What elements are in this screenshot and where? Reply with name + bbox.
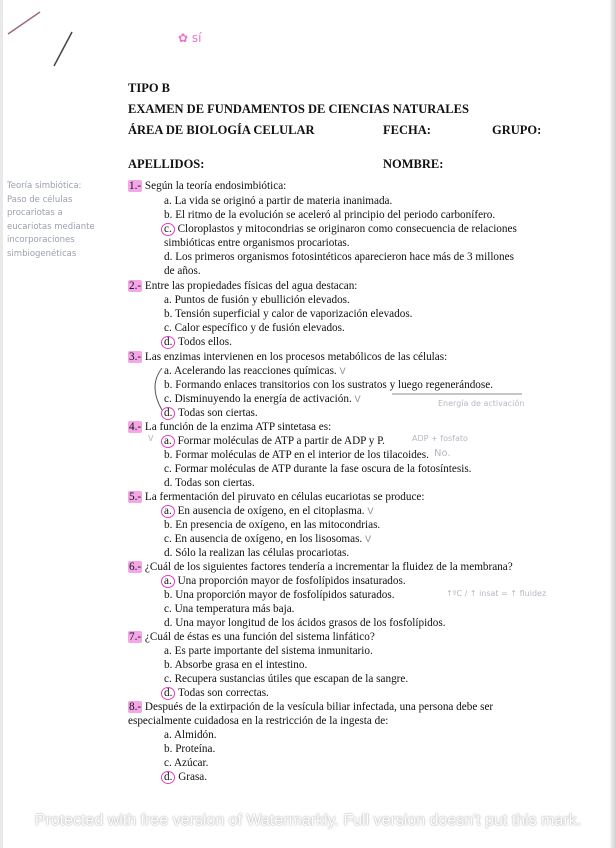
q2-option-d[interactable]: d. Todos ellos. [164,335,232,349]
question-number: 6.- [129,561,142,573]
apellidos-label: APELLIDOS: [128,157,205,171]
q2-option-b[interactable]: b. Tensión superficial y calor de vaporización elevados. [164,308,413,320]
q2-option-c[interactable]: c. Calor específico y de fusión elevados. [164,322,345,334]
q8-option-d[interactable]: d. Grasa. [164,770,207,784]
q4-option-a[interactable]: a. Formar moléculas de ATP a partir de ADP y P. [164,434,385,448]
question-2 [128,279,357,293]
q8-option-b[interactable]: b. Proteína. [164,743,216,755]
q4-pencil-note: ADP + fosfato [412,434,468,443]
q6-option-c[interactable]: c. Una temperatura más baja. [164,603,295,615]
pencil-marks [0,0,90,80]
q1-option-d[interactable]: d. Los primeros organismos fotosintéticos aparecieron hace más de 3 millones [164,251,514,263]
check-mark: V [365,535,372,545]
q8-option-c[interactable]: c. Azúcar. [164,757,209,769]
q1-option-c[interactable]: c. Cloroplastos y mitocondrias se originaron como consecuencia de relaciones [164,222,517,236]
watermark: Protected with free version of Watermarkly. Full version doesn't put this mark. [34,812,582,829]
q3-option-a[interactable]: a. Acelerando las reacciones químicas. V [164,365,346,377]
check-mark: V [354,395,361,405]
selected-answer-mark: a. [161,435,175,448]
selected-answer-mark: a. [161,575,175,588]
paper-edge-right [610,0,616,848]
q7-option-c[interactable]: c. Recupera sustancias útiles que escapan de la sangre. [164,673,409,685]
question-number: 3.- [129,351,142,363]
q5-option-a[interactable]: a. En ausencia de oxígeno, en el citoplasma. V [164,504,374,519]
q1-option-c-cont: simbióticas entre organismos procariotas. [164,237,350,249]
question-text: ¿Cuál de los siguientes factores tendería a incrementar la fluidez de la membrana? [144,561,513,573]
question-7 [128,630,375,644]
q3-option-b[interactable]: b. Formando enlaces transitorios con los sustratos y luego regenerándose. [164,379,494,391]
question-1 [128,179,286,193]
q7-option-a[interactable]: a. Es parte importante del sistema inmunitario. [164,645,373,657]
q5-option-b[interactable]: b. En presencia de oxígeno, en las mitocondrias. [164,519,381,531]
selected-answer-mark: d. [161,407,175,420]
q7-option-b[interactable]: b. Absorbe grasa en el intestino. [164,659,308,671]
selected-answer-mark: d. [161,771,175,784]
q1-option-d-cont: de años. [164,265,201,277]
q8-option-a[interactable]: a. Almidón. [164,729,217,741]
question-number: 8.- [129,701,142,713]
q6-option-b[interactable]: b. Una proporción mayor de fosfolípidos saturados. [164,589,395,601]
grupo-label: GRUPO: [492,123,542,137]
question-text: Después de la extirpación de la vesícula biliar infectada, una persona debe ser [144,701,494,713]
question-4 [128,420,331,434]
q6-option-d[interactable]: d. Una mayor longitud de los ácidos grasos de los fosfolípidos. [164,617,446,629]
bracket-mark [146,366,166,412]
question-text: Las enzimas intervienen en los procesos metabólicos de las células: [144,351,448,363]
q3-option-d[interactable]: d. Todas son ciertas. [164,406,258,420]
question-8-cont: especialmente cuidadosa en la restricción de la ingesta de: [128,715,389,727]
question-text: Según la teoría endosimbiótica: [144,180,287,192]
q4-option-c[interactable]: c. Formar moléculas de ATP durante la fase oscura de la fotosíntesis. [164,463,472,475]
question-text: La función de la enzima ATP sintetasa es: [144,421,332,433]
q2-option-a[interactable]: a. Puntos de fusión y ebullición elevados. [164,294,350,306]
q4-option-b[interactable]: b. Formar moléculas de ATP en el interior de los tilacoides. [164,449,429,461]
fecha-label: FECHA: [383,123,431,137]
question-number: 5.- [129,491,142,503]
question-8 [128,700,493,714]
question-number: 2.- [129,280,142,292]
q3-option-c[interactable]: c. Disminuyendo la energía de activación. V [164,393,361,405]
question-text: ¿Cuál de éstas es una función del sistema linfático? [144,631,375,643]
paper-edge-left [0,0,3,848]
question-6 [128,560,513,574]
question-number: 4.- [129,421,142,433]
nombre-label: NOMBRE: [383,157,444,171]
exam-area: ÁREA DE BIOLOGÍA CELULAR [128,123,315,137]
flower-icon: ✿ [178,31,189,45]
q3-pencil-note: Energía de activación [438,399,525,408]
check-mark: V [148,434,154,443]
question-text: Entre las propiedades físicas del agua destacan: [144,280,358,292]
q1-option-a[interactable]: a. La vida se originó a partir de materia inanimada. [164,195,393,207]
q6-pencil-note: ↑ºC / ↑ insat = ↑ fluidez [446,589,547,598]
selected-answer-mark: d. [161,687,175,700]
pink-annotation-top: ✿ sí [178,31,202,45]
q4-option-d[interactable]: d. Todas son ciertas. [164,477,255,489]
q5-option-d[interactable]: d. Sólo la realizan las células procariotas. [164,547,350,559]
check-mark: V [367,507,374,517]
selected-answer-mark: a. [161,505,175,518]
check-mark: V [339,367,346,377]
question-5 [128,490,424,504]
selected-answer-mark: d. [161,336,175,349]
q4-no-note: No. [434,448,451,459]
q5-option-c[interactable]: c. En ausencia de oxígeno, en los lisosomas. V [164,533,372,545]
q6-option-a[interactable]: a. Una proporción mayor de fosfolípidos insaturados. [164,574,406,588]
margin-note: Teoría simbiótica: Paso de células procariotas a eucariotas mediante incorporaciones simbiogenéticas [7,181,95,259]
question-3 [128,350,447,364]
selected-answer-mark: c. [161,223,175,236]
exam-type: TIPO B [128,81,171,95]
question-text: La fermentación del piruvato en células eucariotas se produce: [144,491,425,503]
question-number: 7.- [129,631,142,643]
question-number: 1.- [129,180,142,192]
exam-title: EXAMEN DE FUNDAMENTOS DE CIENCIAS NATURALES [128,102,469,116]
q1-option-b[interactable]: b. El ritmo de la evolución se aceleró al principio del periodo carbonífero. [164,209,496,221]
q7-option-d[interactable]: d. Todas son correctas. [164,686,269,700]
